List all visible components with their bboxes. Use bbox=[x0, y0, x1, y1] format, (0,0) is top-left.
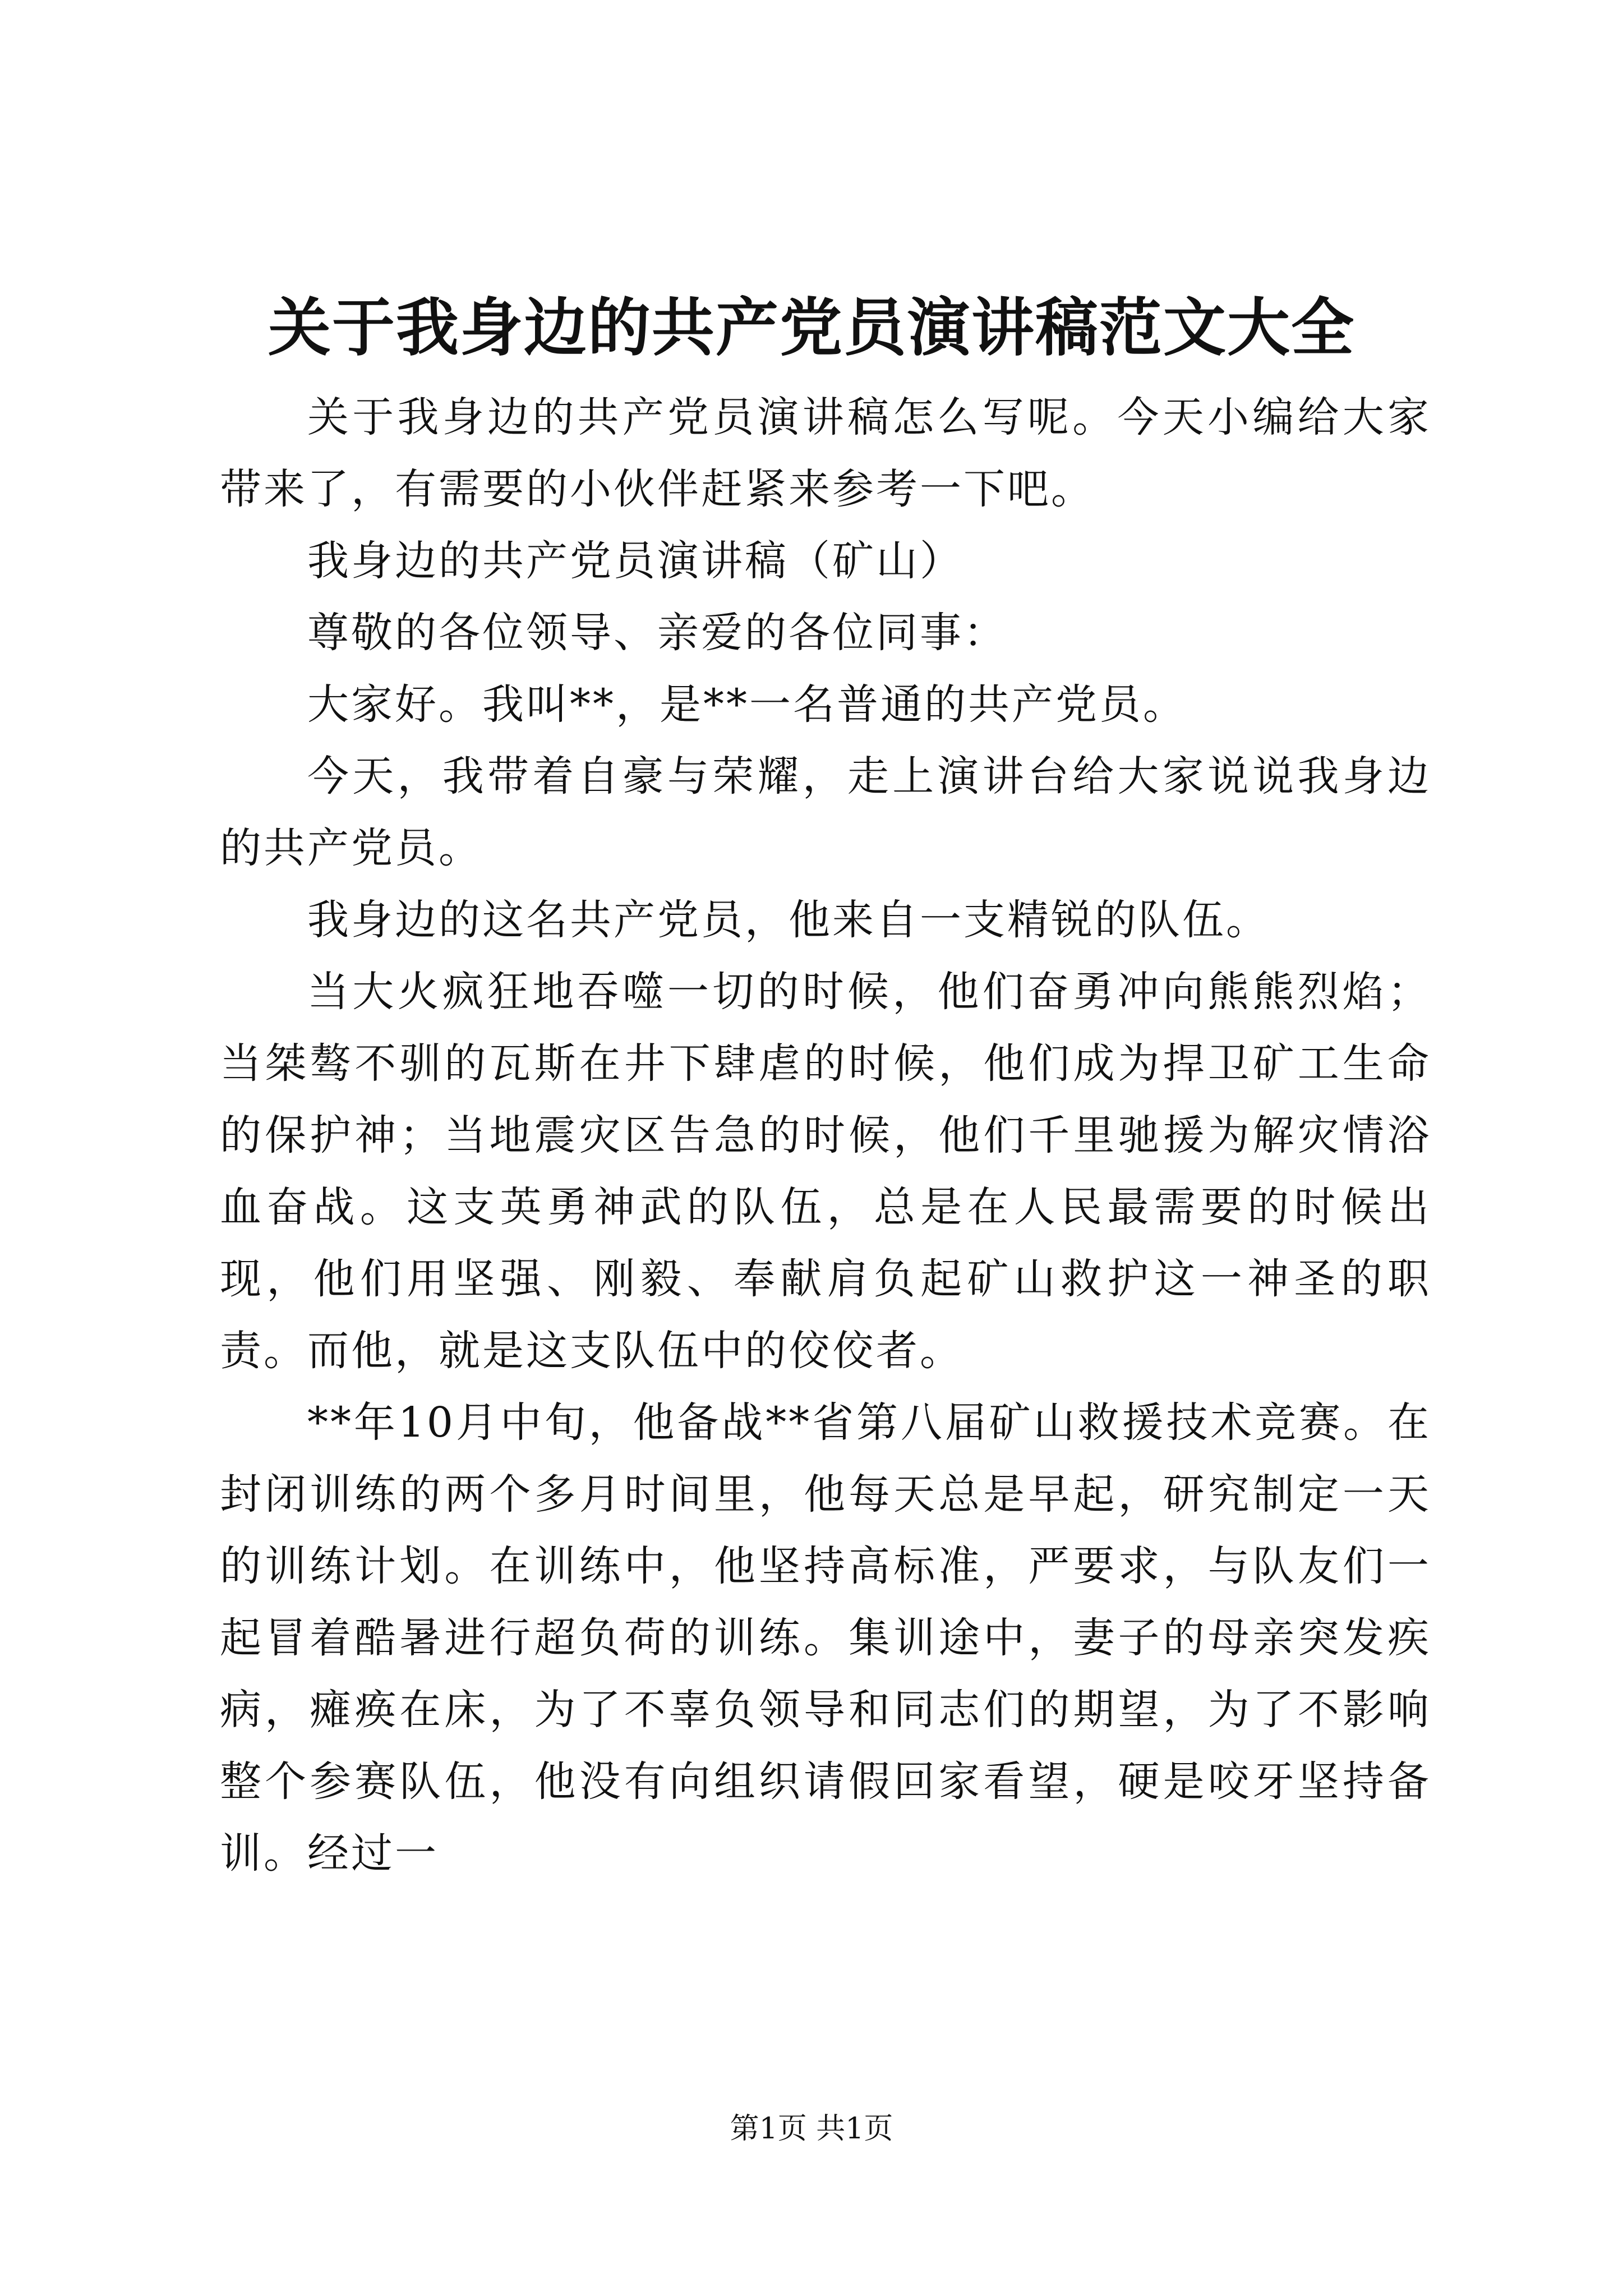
paragraph: 我身边的这名共产党员，他来自一支精锐的队伍。 bbox=[307, 896, 1270, 944]
document-body bbox=[220, 381, 1431, 1889]
paragraph: **年10月中旬，他备战**省第八届矿山救援技术竞赛。在封闭训练的两个多月时间里，他每天总是早起，研究制定一天的训练计划。在训练中，他坚持高标准，严要求，与队友们一起冒着酷暑进行超负荷的训练。集训途中，妻子的母亲突发疾病，瘫痪在床，为了不辜负领导和同志们的期望，为了不影响整个参赛队伍，他没有向组织请假回家看望，硬是咬牙坚持备训。经过一 bbox=[220, 1398, 1431, 1878]
paragraph: 关于我身边的共产党员演讲稿怎么写呢。今天小编给大家带来了，有需要的小伙伴赶紧来参考一下吧。 bbox=[220, 393, 1431, 513]
paragraph: 今天，我带着自豪与荣耀，走上演讲台给大家说说我身边的共产党员。 bbox=[220, 752, 1431, 872]
paragraph: 当大火疯狂地吞噬一切的时候，他们奋勇冲向熊熊烈焰；当桀骜不驯的瓦斯在井下肆虐的时候，他们成为捍卫矿工生命的保护神；当地震灾区告急的时候，他们千里驰援为解灾情浴血奋战。这支英勇神武的队伍，总是在人民最需要的时候出现，他们用坚强、刚毅、奉献肩负起矿山救护这一神圣的职责。而他，就是这支队伍中的佼佼者。 bbox=[220, 968, 1431, 1375]
paragraph: 我身边的共产党员演讲稿（矿山） bbox=[307, 537, 963, 585]
paragraph: 尊敬的各位领导、亲爱的各位同事： bbox=[307, 609, 1007, 657]
page-footer: 第1页 共1页 bbox=[730, 2112, 893, 2146]
document-title: 关于我身边的共产党员演讲稿范文大全 bbox=[268, 291, 1355, 365]
paragraph: 大家好。我叫**，是**一名普通的共产党员。 bbox=[307, 680, 1187, 729]
